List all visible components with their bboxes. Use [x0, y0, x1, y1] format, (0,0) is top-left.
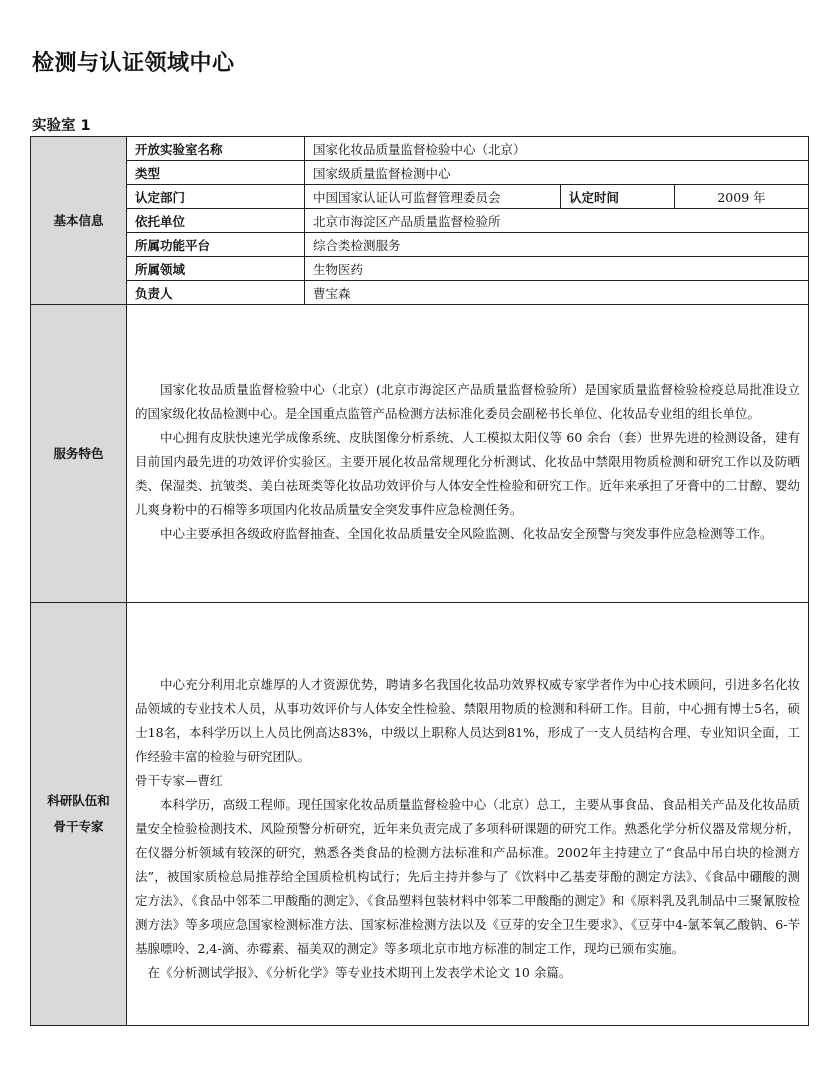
section-team-line1: 科研队伍和	[47, 793, 110, 808]
table-row	[31, 257, 809, 281]
section-service: 服务特色	[31, 305, 127, 603]
service-description	[127, 305, 809, 603]
field-value: 国家化妆品质量监督检验中心（北京）	[305, 137, 809, 161]
table-row	[31, 137, 809, 161]
field-key: 所属领域	[127, 257, 305, 281]
field-value: 综合类检测服务	[305, 233, 809, 257]
field-key: 认定时间	[561, 185, 675, 209]
field-key: 开放实验室名称	[127, 137, 305, 161]
field-key: 所属功能平台	[127, 233, 305, 257]
field-key: 认定部门	[127, 185, 305, 209]
team-intro: 中心充分利用北京雄厚的人才资源优势，聘请多名我国化妆品功效界权威专家学者作为中心技术顾问，引进多名化妆品领域的专业技术人员，从事功效评价与人体安全性检验、禁限用物质的检测和科研工作。目前，中心拥有博士5名，硕士18名，本科学历以上人员比例高达83%，中级以上职称人员达到81%，形成了一支人员结构合理、专业知识全面，工作经验丰富的检验与研究团队。	[135, 677, 801, 764]
team-description	[127, 603, 809, 1026]
field-key: 依托单位	[127, 209, 305, 233]
table-row	[31, 209, 809, 233]
expert-publications: 在《分析测试学报》、《分析化学》等专业技术期刊上发表学术论文 10 余篇。	[147, 965, 572, 980]
table-row	[31, 603, 809, 1026]
field-value: 国家级质量监督检测中心	[305, 161, 809, 185]
field-value: 生物医药	[305, 257, 809, 281]
field-value: 曹宝森	[305, 281, 809, 305]
field-value: 中国国家认证认可监督管理委员会	[305, 185, 561, 209]
field-value: 2009 年	[675, 185, 809, 209]
section-basic-info: 基本信息	[31, 137, 127, 305]
expert-heading: 骨干专家—曹红	[135, 773, 223, 788]
table-row	[31, 161, 809, 185]
section-team-line2: 骨干专家	[53, 819, 104, 834]
service-paragraph: 中心拥有皮肤快速光学成像系统、皮肤图像分析系统、人工模拟太阳仪等 60 余台（套）世界先进的检测设备，建有目前国内最先进的功效评价实验区。主要开展化妆品常规理化分析测试、化妆品中禁限用物质检测和研究工作以及防晒类、保湿类、抗皱类、美白祛斑类等化妆品功效评价与人体安全性检验和研究工作。近年来承担了牙膏中的二甘醇、婴幼儿爽身粉中的石棉等多项国内化妆品质量安全突发事件应急检测任务。	[135, 429, 801, 517]
service-paragraph: 国家化妆品质量监督检验中心（北京）(北京市海淀区产品质量监督检验所）是国家质量监督检验检疫总局批准设立的国家级化妆品检测中心。是全国重点监管产品检测方法标准化委员会副秘书长单位、化妆品专业组的组长单位。	[135, 381, 801, 421]
table-row	[31, 233, 809, 257]
lab-info-table	[30, 136, 809, 1026]
field-key: 负责人	[127, 281, 305, 305]
table-row	[31, 281, 809, 305]
table-row	[31, 185, 809, 209]
table-row	[31, 305, 809, 603]
field-value: 北京市海淀区产品质量监督检验所	[305, 209, 809, 233]
lab-title: 实验室 1	[32, 118, 91, 134]
expert-bio: 本科学历，高级工程师。现任国家化妆品质量监督检验中心（北京）总工，主要从事食品、食品相关产品及化妆品质量安全检验检测技术、风险预警分析研究，近年来负责完成了多项科研课题的研究工作。熟悉化学分析仪器及常规分析，在仪器分析领域有较深的研究，熟悉各类食品的检测方法标准和产品标准。2002年主持建立了“食品中吊白块的检测方法”，被国家质检总局推荐给全国质检机构试行；先后主持并参与了《饮料中乙基麦芽酚的测定方法》、《食品中硼酸的测定方法》、《食品中邻苯二甲酸酯的测定》、《食品塑料包装材料中邻苯二甲酸酯的测定》和《原料乳及乳制品中三聚氰胺检测方法》等多项应急国家检测标准方法、国家标准检测方法以及《豆芽的安全卫生要求》、《豆芽中4-氯苯氧乙酸钠、6-苄基腺嘌呤、2,4-滴、赤霉素、福美双的测定》等多项北京市地方标准的制定工作，现均已颁布实施。	[135, 797, 801, 956]
section-team	[31, 603, 127, 1026]
page-title: 检测与认证领域中心	[32, 51, 235, 76]
field-key: 类型	[127, 161, 305, 185]
service-paragraph: 中心主要承担各级政府监督抽查、全国化妆品质量安全风险监测、化妆品安全预警与突发事件应急检测等工作。	[160, 525, 773, 541]
